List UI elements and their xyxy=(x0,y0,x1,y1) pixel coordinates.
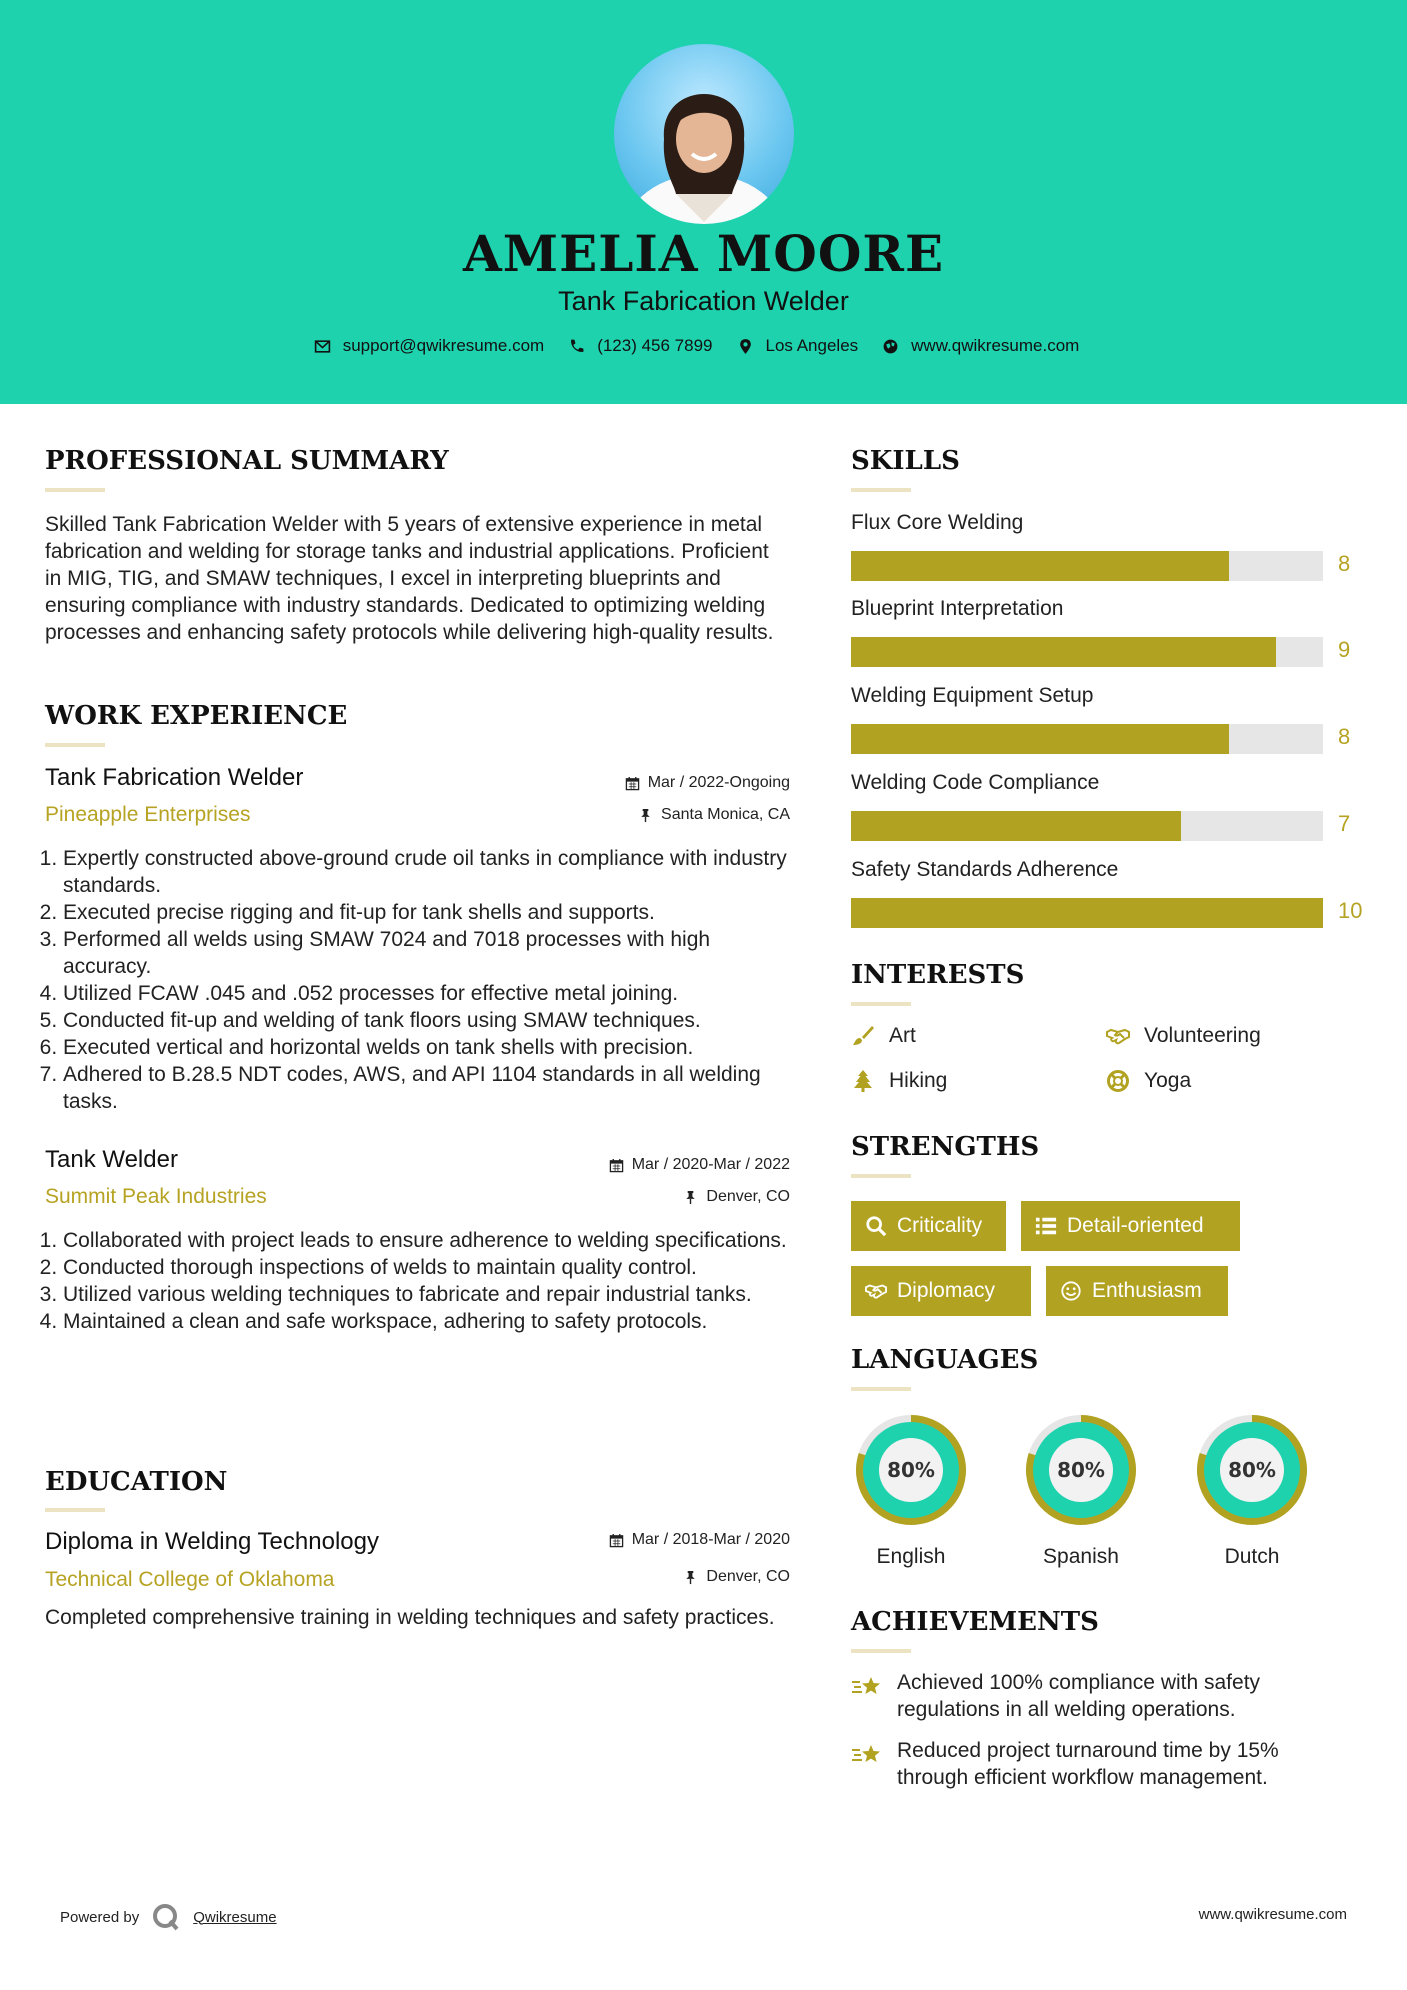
skill-bar xyxy=(851,724,1323,754)
education-dates-text: Mar / 2018-Mar / 2020 xyxy=(631,1531,790,1548)
list-item: 3. Utilized various welding techniques to fabricate and repair industrial tanks. xyxy=(63,1281,795,1308)
strength-tag xyxy=(851,1201,1006,1251)
language-name: English xyxy=(876,1545,946,1568)
list-item: 1. Collaborated with project leads to ensure adherence to welding specifications. xyxy=(63,1227,795,1254)
skill-row xyxy=(851,858,1363,923)
tree-icon xyxy=(851,1069,875,1093)
calendar-icon xyxy=(609,1158,624,1173)
interest-item xyxy=(851,1024,916,1048)
email-text: support@qwikresume.com xyxy=(342,336,545,355)
list-item: 4. Maintained a clean and safe workspace, adhering to safety protocols. xyxy=(63,1308,795,1335)
skill-row xyxy=(851,597,1361,662)
search-icon xyxy=(865,1215,887,1237)
job-location xyxy=(683,1188,790,1206)
skill-bar-fill xyxy=(851,898,1323,928)
strength-tag xyxy=(1021,1201,1240,1251)
languages-divider xyxy=(851,1387,911,1391)
footer-powered-by xyxy=(60,1902,277,1932)
interest-label: Volunteering xyxy=(1144,1024,1261,1047)
powered-by-label: Powered by xyxy=(60,1908,140,1926)
language-donut xyxy=(850,1409,972,1531)
skill-row xyxy=(851,511,1361,576)
resume-header xyxy=(0,0,1407,404)
education-degree: Diploma in Welding Technology xyxy=(45,1528,379,1555)
language-donut xyxy=(1020,1409,1142,1531)
skill-label: Welding Equipment Setup xyxy=(851,684,1094,707)
interests-divider xyxy=(851,1002,911,1006)
strength-tag xyxy=(1046,1266,1228,1316)
list-item: 3. Performed all welds using SMAW 7024 and 7018 processes with high accuracy. xyxy=(63,926,795,980)
strength-label: Criticality xyxy=(897,1214,983,1237)
list-item: 1. Expertly constructed above-ground crude oil tanks in compliance with industry standards. xyxy=(63,845,795,899)
language-percent: 80% xyxy=(887,1458,935,1482)
interests-heading: INTERESTS xyxy=(851,960,1025,990)
summary-heading: PROFESSIONAL SUMMARY xyxy=(45,446,449,476)
strengths-divider xyxy=(851,1174,911,1178)
interest-label: Art xyxy=(889,1024,916,1047)
candidate-name: AMELIA MOORE xyxy=(462,224,945,283)
skill-label: Blueprint Interpretation xyxy=(851,597,1064,620)
job-dates xyxy=(609,1156,790,1174)
skill-value: 9 xyxy=(1338,637,1351,662)
contact-bar xyxy=(0,336,1407,356)
education-text: Completed comprehensive training in welding techniques and safety practices. xyxy=(45,1606,775,1629)
interest-item xyxy=(1106,1069,1191,1093)
skill-bar-fill xyxy=(851,724,1229,754)
globe-icon xyxy=(882,338,899,355)
strengths-heading: STRENGTHS xyxy=(851,1132,1040,1162)
languages-heading: LANGUAGES xyxy=(851,1345,1039,1375)
list-item: 5. Conducted fit-up and welding of tank floors using SMAW techniques. xyxy=(63,1007,795,1034)
list-item: 6. Executed vertical and horizontal welds on tank shells with precision. xyxy=(63,1034,795,1061)
handshake-icon xyxy=(865,1280,887,1302)
contact-phone[interactable] xyxy=(568,336,712,356)
contact-location xyxy=(737,336,859,356)
list-item: 7. Adhered to B.28.5 NDT codes, AWS, and API 1104 standards in all welding tasks. xyxy=(63,1061,795,1115)
skill-bar xyxy=(851,898,1323,928)
location-text: Los Angeles xyxy=(765,336,859,355)
job-company: Pineapple Enterprises xyxy=(45,803,251,826)
skill-value: 10 xyxy=(1338,898,1363,923)
job-title: Tank Fabrication Welder xyxy=(45,764,304,791)
list-icon xyxy=(1035,1215,1057,1237)
skill-bar-fill xyxy=(851,637,1276,667)
skill-value: 8 xyxy=(1338,724,1351,749)
list-item: 4. Utilized FCAW .045 and .052 processes for effective metal joining. xyxy=(63,980,795,1007)
pushpin-icon xyxy=(683,1570,698,1585)
summary-text: Skilled Tank Fabrication Welder with 5 years of extensive experience in metal fabrication and welding for storage tanks and industrial applications. Proficient in MIG, TIG, and SMAW techniques, I excel in interpreting blueprints and ensuring compliance with industry standards. Dedicated to optimizing welding processes and enhancing safety protocols while delivering high-quality results. xyxy=(45,513,774,644)
contact-email[interactable] xyxy=(314,336,545,356)
interest-label: Yoga xyxy=(1144,1069,1192,1092)
language-item xyxy=(850,1409,972,1569)
qwikresume-logo-icon xyxy=(151,1902,181,1932)
achievement-text: Achieved 100% compliance with safety regulations in all welding operations. xyxy=(897,1671,1261,1721)
job-bullets xyxy=(45,1227,795,1335)
footer-site[interactable]: www.qwikresume.com xyxy=(1198,1906,1347,1923)
calendar-icon xyxy=(609,1533,624,1548)
shooting-star-icon xyxy=(851,1741,883,1769)
phone-text: (123) 456 7899 xyxy=(597,336,713,355)
achievement-item xyxy=(851,1669,1351,1723)
envelope-icon xyxy=(314,338,331,355)
education-heading: EDUCATION xyxy=(45,1467,228,1497)
smile-icon xyxy=(1060,1280,1082,1302)
website-text: www.qwikresume.com xyxy=(911,336,1080,355)
job-location-text: Denver, CO xyxy=(706,1188,790,1205)
experience-heading: WORK EXPERIENCE xyxy=(45,701,348,731)
achievements-heading: ACHIEVEMENTS xyxy=(851,1607,1099,1637)
qwikresume-link[interactable]: Qwikresume xyxy=(193,1908,277,1926)
job-company: Summit Peak Industries xyxy=(45,1185,267,1208)
education-school: Technical College of Oklahoma xyxy=(45,1568,335,1591)
skill-bar xyxy=(851,551,1323,581)
pushpin-icon xyxy=(638,808,653,823)
list-item: 2. Executed precise rigging and fit-up for tank shells and supports. xyxy=(63,899,795,926)
skill-label: Welding Code Compliance xyxy=(851,771,1100,794)
list-item: 2. Conducted thorough inspections of welds to maintain quality control. xyxy=(63,1254,795,1281)
profile-photo xyxy=(614,44,794,224)
skills-heading: SKILLS xyxy=(851,446,960,476)
calendar-icon xyxy=(625,776,640,791)
skill-label: Flux Core Welding xyxy=(851,511,1024,534)
skill-row xyxy=(851,684,1361,749)
skills-divider xyxy=(851,488,911,492)
job-location-text: Santa Monica, CA xyxy=(661,806,790,823)
strength-tag xyxy=(851,1266,1031,1316)
map-pin-icon xyxy=(737,338,754,355)
pushpin-icon xyxy=(683,1190,698,1205)
language-percent: 80% xyxy=(1228,1458,1276,1482)
strength-label: Enthusiasm xyxy=(1092,1279,1202,1302)
phone-icon xyxy=(568,338,585,355)
handshake-icon xyxy=(1106,1024,1130,1048)
skill-value: 7 xyxy=(1338,811,1351,836)
strength-label: Detail-oriented xyxy=(1067,1214,1204,1237)
achievement-item xyxy=(851,1737,1351,1791)
language-name: Dutch xyxy=(1224,1545,1280,1568)
contact-website[interactable] xyxy=(882,336,1079,356)
language-percent: 80% xyxy=(1057,1458,1105,1482)
brush-icon xyxy=(851,1024,875,1048)
skill-row xyxy=(851,771,1361,836)
job-title: Tank Welder xyxy=(45,1146,178,1173)
skill-bar xyxy=(851,811,1323,841)
education-location-text: Denver, CO xyxy=(706,1568,790,1585)
job-bullets xyxy=(45,845,795,1115)
job-dates-text: Mar / 2022-Ongoing xyxy=(647,774,790,791)
job-location xyxy=(638,806,790,824)
achievement-text: Reduced project turnaround time by 15% through efficient workflow management. xyxy=(897,1739,1279,1789)
education-location xyxy=(683,1568,790,1586)
shooting-star-icon xyxy=(851,1673,883,1701)
skill-bar-fill xyxy=(851,551,1229,581)
experience-divider xyxy=(45,743,105,747)
summary-divider xyxy=(45,488,105,492)
education-dates xyxy=(609,1531,790,1549)
strength-label: Diplomacy xyxy=(897,1279,996,1302)
education-divider xyxy=(45,1508,105,1512)
lifebuoy-icon xyxy=(1106,1069,1130,1093)
job-dates xyxy=(625,774,790,792)
language-name: Spanish xyxy=(1043,1545,1119,1568)
language-donut xyxy=(1191,1409,1313,1531)
skill-bar xyxy=(851,637,1323,667)
candidate-title: Tank Fabrication Welder xyxy=(558,286,849,316)
job-dates-text: Mar / 2020-Mar / 2022 xyxy=(631,1156,790,1173)
skill-bar-fill xyxy=(851,811,1181,841)
skill-value: 8 xyxy=(1338,551,1351,576)
interest-label: Hiking xyxy=(889,1069,948,1092)
skill-label: Safety Standards Adherence xyxy=(851,858,1119,881)
interest-item xyxy=(1106,1024,1261,1048)
language-item xyxy=(1020,1409,1142,1569)
language-item xyxy=(1191,1409,1313,1569)
interest-item xyxy=(851,1069,947,1093)
achievements-divider xyxy=(851,1649,911,1653)
